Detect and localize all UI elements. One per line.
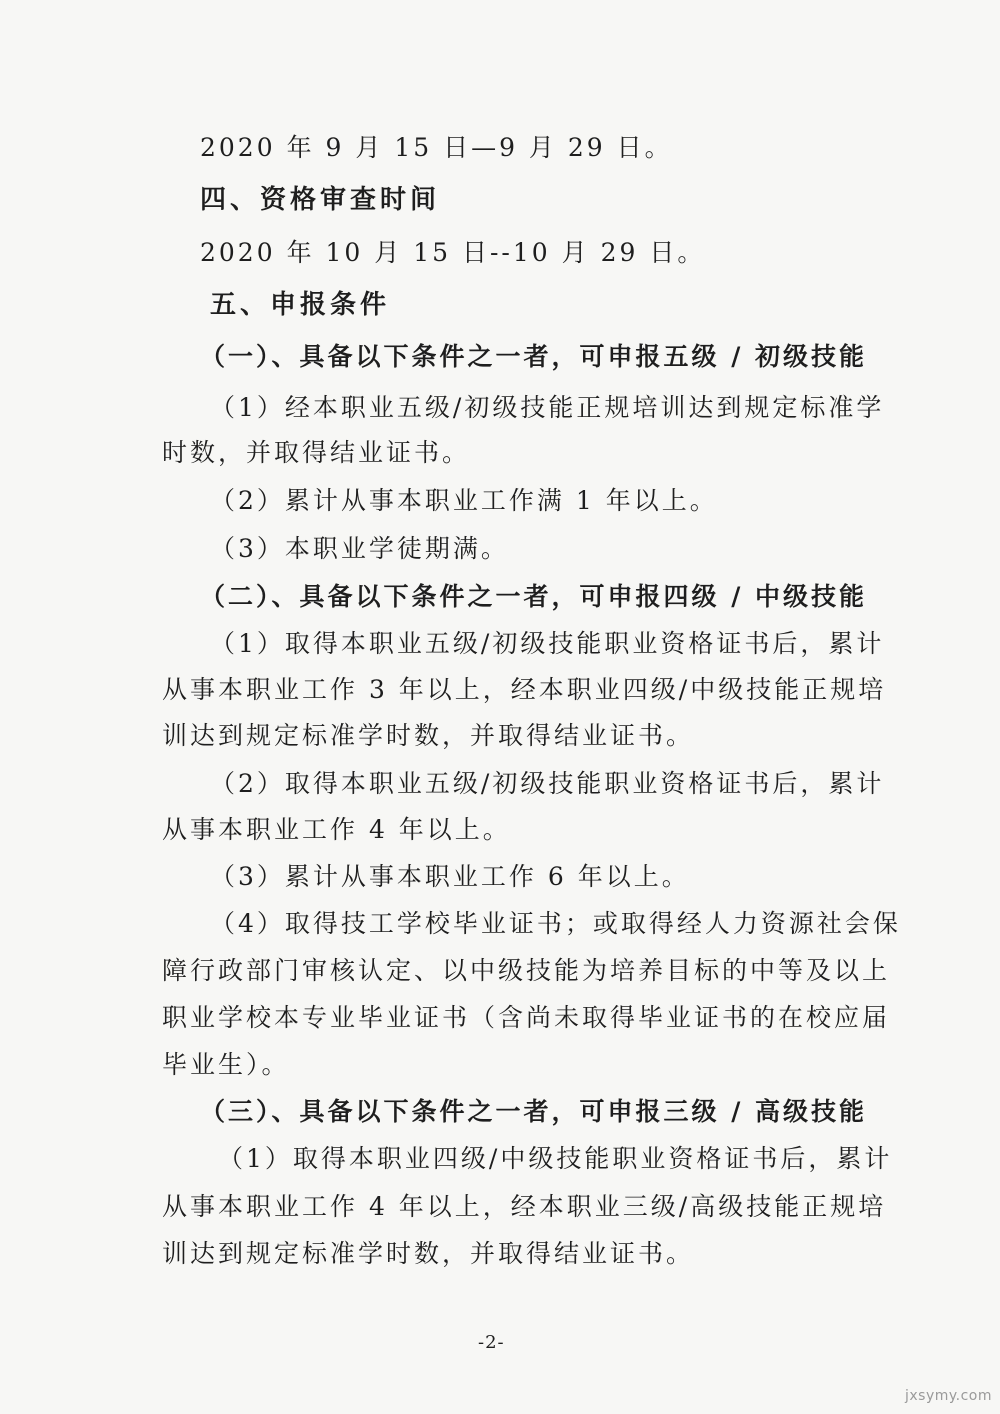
section-heading-conditions: 五、申报条件 bbox=[210, 290, 391, 320]
paragraph-line: 从事本职业工作 3 年以上，经本职业四级/中级技能正规培 bbox=[162, 675, 887, 704]
subheading-level-4: （二）、具备以下条件之一者，可申报四级 / 中级技能 bbox=[200, 582, 868, 611]
subheading-level-3: （三）、具备以下条件之一者，可申报三级 / 高级技能 bbox=[200, 1097, 868, 1126]
paragraph-line: （3）累计从事本职业工作 6 年以上。 bbox=[210, 862, 690, 891]
paragraph-line: （1）经本职业五级/初级技能正规培训达到规定标准学 bbox=[210, 393, 885, 422]
paragraph-line: （1）取得本职业四级/中级技能职业资格证书后，累计 bbox=[218, 1144, 893, 1173]
site-watermark: jxsymy.com bbox=[904, 1388, 992, 1404]
paragraph-line: 时数，并取得结业证书。 bbox=[162, 438, 471, 467]
review-date-line: 2020 年 10 月 15 日--10 月 29 日。 bbox=[200, 238, 706, 267]
paragraph-line: 从事本职业工作 4 年以上。 bbox=[162, 815, 511, 844]
paragraph-line: （2）取得本职业五级/初级技能职业资格证书后，累计 bbox=[210, 769, 885, 798]
paragraph-line: （4）取得技工学校毕业证书；或取得经人力资源社会保 bbox=[210, 909, 901, 938]
paragraph-line: （1）取得本职业五级/初级技能职业资格证书后，累计 bbox=[210, 629, 885, 658]
paragraph-line: 从事本职业工作 4 年以上，经本职业三级/高级技能正规培 bbox=[162, 1192, 887, 1221]
subheading-level-5: （一）、具备以下条件之一者，可申报五级 / 初级技能 bbox=[200, 342, 868, 371]
section-heading-review-time: 四、资格审查时间 bbox=[200, 185, 441, 215]
paragraph-line: 训达到规定标准学时数，并取得结业证书。 bbox=[162, 1239, 695, 1268]
paragraph-line: （3）本职业学徒期满。 bbox=[210, 534, 509, 563]
page-number: -2- bbox=[478, 1332, 505, 1353]
paragraph-line: 职业学校本专业毕业证书（含尚未取得毕业证书的在校应届 bbox=[162, 1003, 891, 1032]
paragraph-line: （2）累计从事本职业工作满 1 年以上。 bbox=[210, 486, 718, 515]
paragraph-line: 训达到规定标准学时数，并取得结业证书。 bbox=[162, 721, 695, 750]
paragraph-line: 障行政部门审核认定、以中级技能为培养目标的中等及以上 bbox=[162, 956, 891, 985]
paragraph-line: 毕业生）。 bbox=[162, 1050, 290, 1079]
date-range-line: 2020 年 9 月 15 日—9 月 29 日。 bbox=[200, 133, 673, 162]
